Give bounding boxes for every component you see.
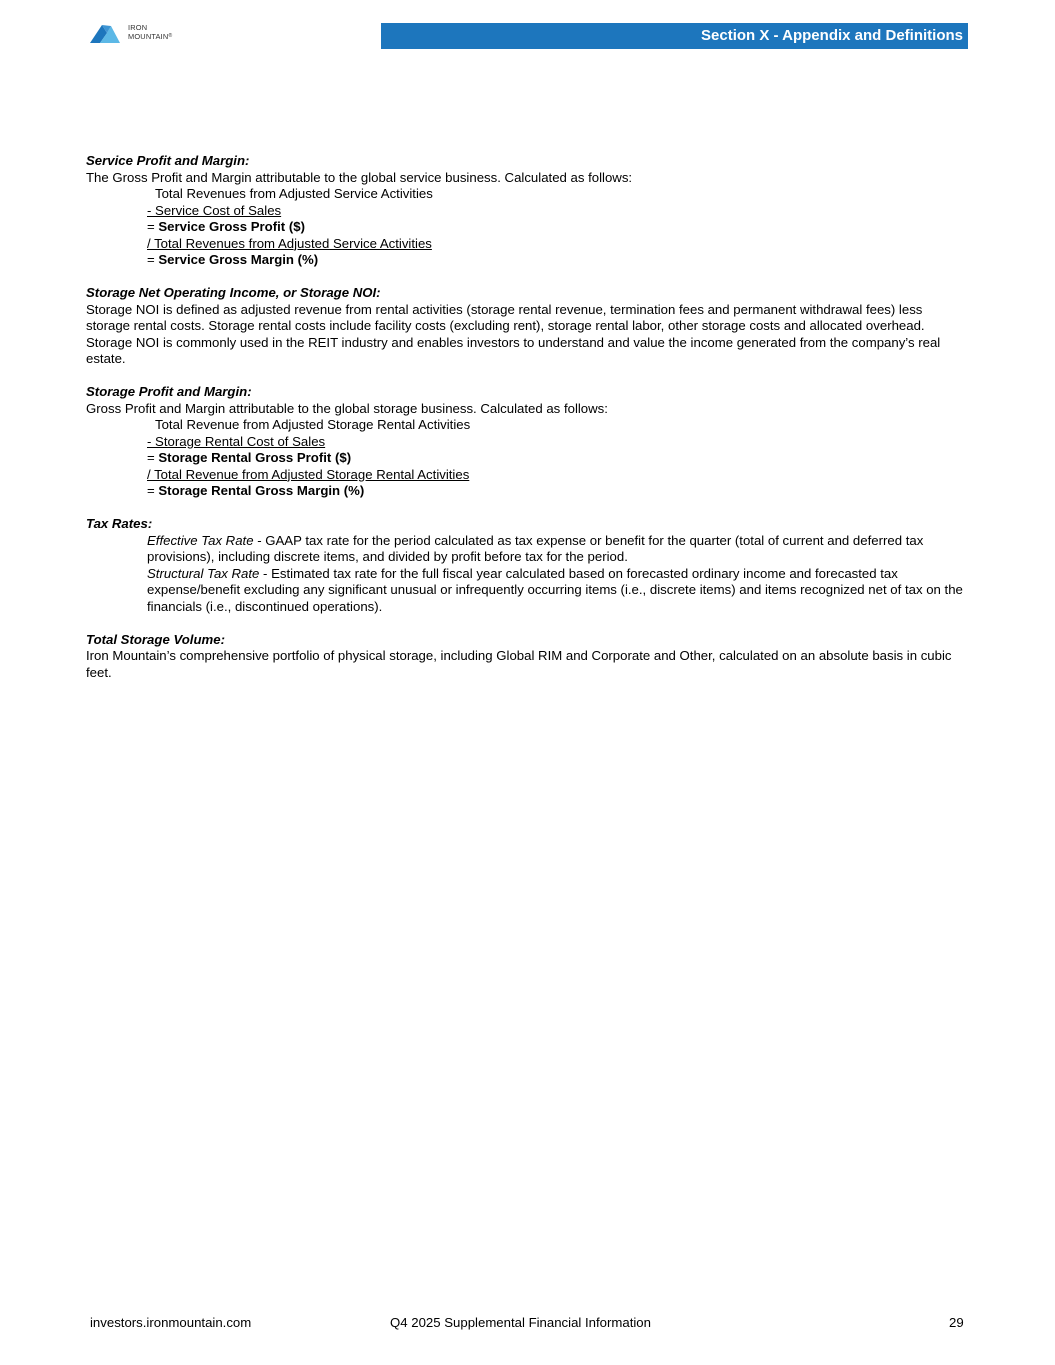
logo-wordmark — [128, 23, 172, 41]
service-formula-op5: = — [147, 252, 159, 267]
structural-tax-label: Structural Tax Rate — [147, 565, 260, 581]
service-formula-line3: Service Gross Profit ($) — [158, 219, 305, 234]
service-title: Service Profit and Margin: — [86, 153, 250, 168]
definitions-content — [86, 153, 966, 698]
volume-title: Total Storage Volume: — [86, 631, 225, 647]
volume-desc: Iron Mountain’s comprehensive portfolio of physical storage, including Global RIM and Corporate and Other, calculated on an absolute basis in cubic feet. — [86, 648, 952, 680]
storage-noi-section — [86, 285, 966, 368]
service-formula-line2: - Service Cost of Sales — [147, 202, 282, 218]
storage-formula-line5: Storage Rental Gross Margin (%) — [158, 483, 365, 498]
footer-website: investors.ironmountain.com — [90, 1315, 252, 1330]
storage-title: Storage Profit and Margin: — [86, 384, 252, 399]
section-banner — [381, 23, 968, 49]
section-title: Section X - Appendix and Definitions — [701, 27, 963, 44]
logo-line1: IRON — [128, 23, 148, 32]
logo-registered-mark: ® — [168, 33, 173, 39]
service-profit-section — [86, 153, 966, 269]
storage-formula-line2: - Storage Rental Cost of Sales — [147, 433, 326, 449]
effective-tax-text: - GAAP tax rate for the period calculated as tax expense or benefit for the quarter (total of current and deferred tax provisions), including discrete items, and divided by profit before tax for the period. — [147, 532, 924, 564]
page-number: 29 — [949, 1315, 964, 1330]
tax-rates-section — [86, 516, 966, 615]
mountain-logo-icon — [90, 22, 124, 44]
structural-tax-text: - Estimated tax rate for the full fiscal year calculated based on forecasted ordinary income and forecasted tax expense/benefit excluding any significant unusual or infrequently occurring items (i.e., discrete items) and items recognized net of tax on the financials (i.e., discontinued operations). — [147, 565, 963, 614]
storage-formula-op3: = — [147, 450, 159, 465]
service-formula-line4: / Total Revenues from Adjusted Service Activities — [147, 235, 432, 251]
storage-desc: Gross Profit and Margin attributable to the global storage business. Calculated as follows: — [86, 400, 608, 416]
tax-title: Tax Rates: — [86, 516, 153, 531]
service-desc: The Gross Profit and Margin attributable to the global service business. Calculated as follows: — [86, 169, 633, 185]
logo-line2: MOUNTAIN — [128, 32, 169, 41]
storage-formula-line4: / Total Revenue from Adjusted Storage Rental Activities — [147, 466, 470, 482]
storage-profit-section — [86, 384, 966, 500]
storage-formula-line1: Total Revenue from Adjusted Storage Rental Activities — [155, 417, 471, 432]
service-formula-op3: = — [147, 219, 159, 234]
noi-desc: Storage NOI is defined as adjusted revenue from rental activities (storage rental revenue, termination fees and permanent withdrawal fees) less storage rental costs. Storage rental costs include facility costs (excluding rent), storage rental labor, other storage costs and allocated overhead. Storage NOI is commonly used in the REIT industry and enables investors to understand and value the income generated from the company’s real estate. — [86, 301, 941, 366]
footer-report-title: Q4 2025 Supplemental Financial Information — [390, 1315, 651, 1330]
storage-formula-line3: Storage Rental Gross Profit ($) — [158, 450, 352, 465]
noi-title: Storage Net Operating Income, or Storage NOI: — [86, 285, 381, 300]
effective-tax-label: Effective Tax Rate — [147, 532, 254, 548]
storage-formula-op5: = — [147, 483, 159, 498]
storage-volume-section — [86, 632, 966, 682]
service-formula-line1: Total Revenues from Adjusted Service Activities — [155, 186, 433, 201]
company-logo — [90, 22, 180, 46]
service-formula-line5: Service Gross Margin (%) — [158, 252, 319, 267]
